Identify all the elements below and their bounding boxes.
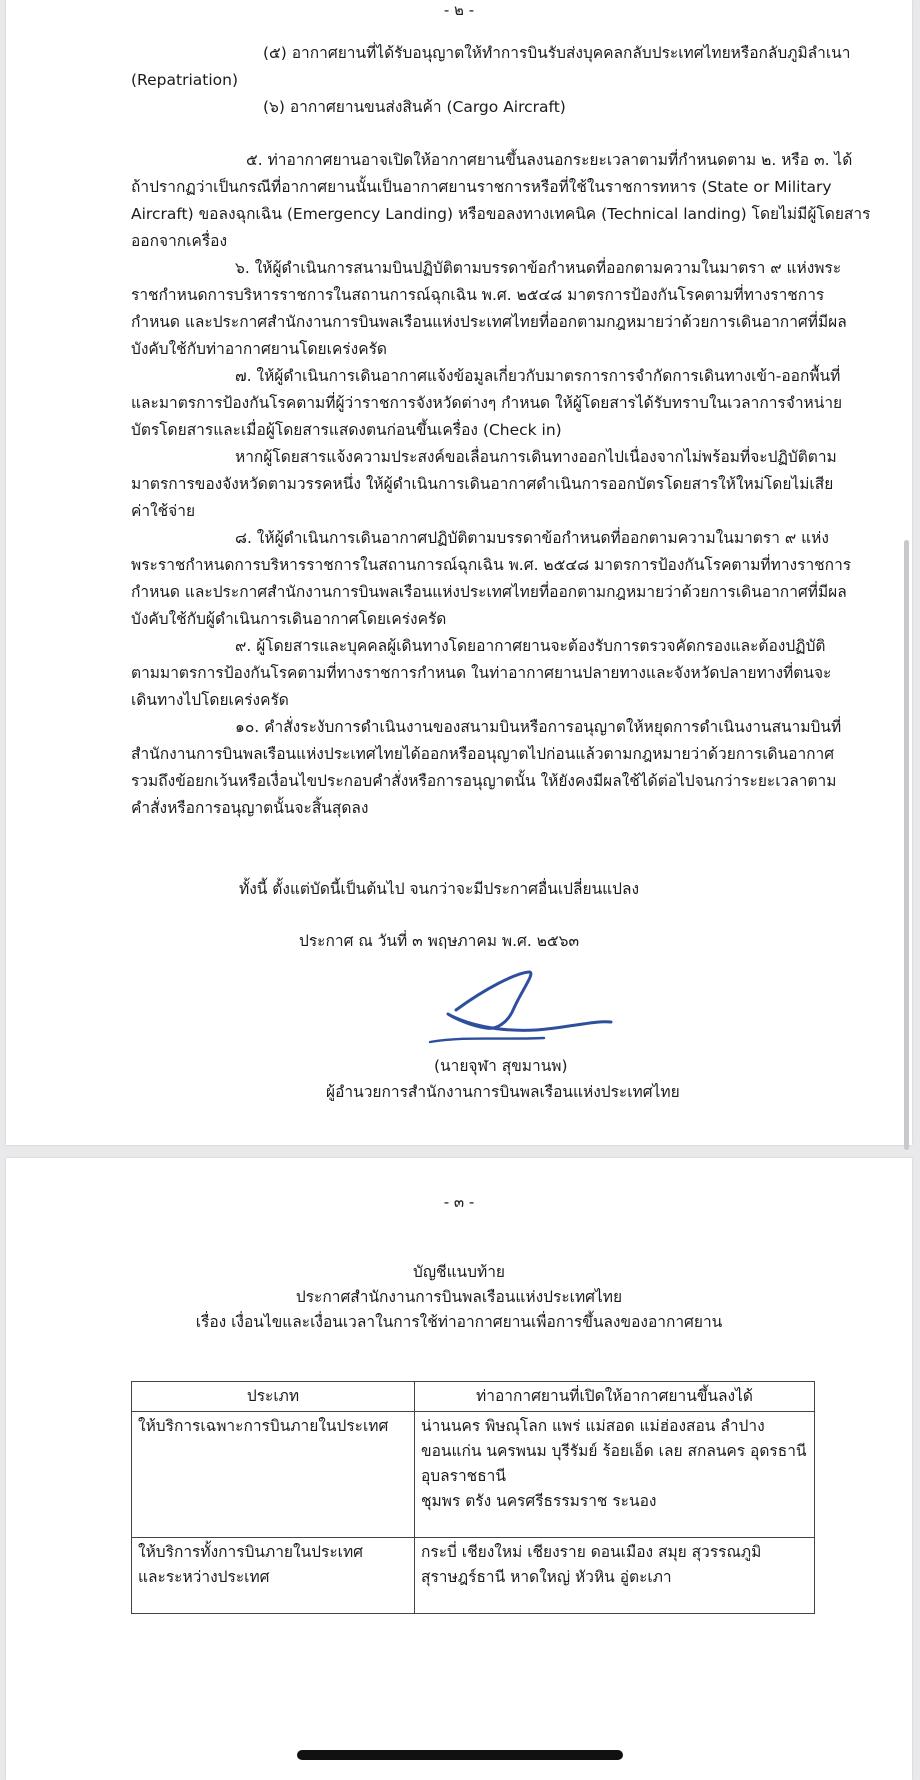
para-7-line: และมาตรการป้องกันโรคตามที่ผู้ว่าราชการจังหวัดต่างๆ กำหนด ให้ผู้โดยสารได้รับทราบในเวลาการจำหน่าย [131, 394, 843, 412]
page-number: - ๓ - [443, 1193, 475, 1211]
page-number: - ๒ - [443, 1, 475, 19]
para-7b-line: มาตรการของจังหวัดตามวรรคหนึ่ง ให้ผู้ดำเนินการเดินอากาศดำเนินการออกบัตรโดยสารให้ใหม่โดยไม่เสีย [131, 475, 834, 493]
para-5-line: ถ้าปรากฏว่าเป็นกรณีที่อากาศยานนั้นเป็นอากาศยานราชการหรือที่ใช้ในราชการทหาร (State or Military [131, 178, 832, 196]
para-10-line: รวมถึงข้อยกเว้นหรือเงื่อนไขประกอบคำสั่งหรือการอนุญาตนั้น ให้ยังคงมีผลใช้ได้ต่อไปจนกว่าระยะเวลาตาม [131, 772, 837, 790]
column-header: ท่าอากาศยานที่เปิดให้อากาศยานขึ้นลงได้ [415, 1382, 815, 1412]
table-cell-type [132, 1412, 415, 1538]
table-row [132, 1538, 815, 1614]
airport-schedule-table [131, 1381, 815, 1614]
signer-title: ผู้อำนวยการสำนักงานการบินพลเรือนแห่งประเทศไทย [326, 1083, 680, 1101]
para-9-line: เดินทางไปโดยเคร่งครัด [131, 691, 289, 709]
para-8-line: พระราชกำหนดการบริหารราชการในสถานการณ์ฉุกเฉิน พ.ศ. ๒๕๔๘ มาตรการป้องกันโรคตามที่ทางราชการ [131, 556, 852, 574]
signer-name: (นายจุฬา สุขมานพ) [434, 1057, 568, 1075]
para-6-line: ๖. ให้ผู้ดำเนินการสนามบินปฏิบัติตามบรรดาข้อกำหนดที่ออกตามความในมาตรา ๙ แห่งพระ [235, 259, 842, 277]
document-page-3 [6, 1158, 912, 1780]
para-10-line: ๑๐. คำสั่งระงับการดำเนินงานของสนามบินหรือการอนุญาตให้หยุดการดำเนินงานสนามบินที่ [235, 718, 842, 736]
cell-text: และระหว่างประเทศ [138, 1568, 270, 1586]
table-cell-airports [415, 1412, 815, 1538]
cell-text: ชุมพร ตรัง นครศรีธรรมราช ระนอง [421, 1492, 657, 1510]
para-8-line: บังคับใช้กับผู้ดำเนินการเดินอากาศโดยเคร่งครัด [131, 610, 447, 628]
para-10-line: สำนักงานการบินพลเรือนแห่งประเทศไทยได้ออกหรืออนุญาตไปก่อนแล้วตามกฎหมายว่าด้วยการเดินอากาศ [131, 745, 835, 763]
cell-text: น่านนคร พิษณุโลก แพร่ แม่สอด แม่ฮ่องสอน ลำปาง [421, 1417, 765, 1435]
para-8-line: ๘. ให้ผู้ดำเนินการเดินอากาศปฏิบัติตามบรรดาข้อกำหนดที่ออกตามความในมาตรา ๙ แห่ง [235, 529, 829, 547]
cell-text: กระบี่ เชียงใหม่ เชียงราย ดอนเมือง สมุย สุวรรณภูมิ [421, 1543, 762, 1561]
para-6-line: ราชกำหนดการบริหารราชการในสถานการณ์ฉุกเฉิน พ.ศ. ๒๕๔๘ มาตรการป้องกันโรคตามที่ทางราชการ [131, 286, 825, 304]
table-cell-airports [415, 1538, 815, 1614]
para-6-line: บังคับใช้กับท่าอากาศยานโดยเคร่งครัด [131, 340, 387, 358]
para-7-line: บัตรโดยสารและเมื่อผู้โดยสารแสดงตนก่อนขึ้นเครื่อง (Check in) [131, 421, 562, 439]
schedule-subject: เรื่อง เงื่อนไขและเงื่อนเวลาในการใช้ท่าอากาศยานเพื่อการขึ้นลงของอากาศยาน [195, 1313, 723, 1331]
para-6-line: กำหนด และประกาศสำนักงานการบินพลเรือนแห่งประเทศไทยที่ออกตามกฎหมายว่าด้วยการเดินอากาศที่มีผล [131, 313, 847, 331]
para-5-line: ๕. ท่าอากาศยานอาจเปิดให้อากาศยานขึ้นลงนอกระยะเวลาตามที่กำหนดตาม ๒. หรือ ๓. ได้ [246, 151, 853, 169]
item-5-line-1: (๕) อากาศยานที่ได้รับอนุญาตให้ทำการบินรับส่งบุคคลกลับประเทศไทยหรือกลับภูมิลำเนา [263, 44, 851, 62]
para-5-line: ออกจากเครื่อง [131, 232, 228, 250]
para-7b-line: ค่าใช้จ่าย [131, 502, 196, 520]
para-9-line: ๙. ผู้โดยสารและบุคคลผู้เดินทางโดยอากาศยานจะต้องรับการตรวจคัดกรองและต้องปฏิบัติ [235, 637, 826, 655]
schedule-heading: บัญชีแนบท้าย [413, 1263, 505, 1281]
signature-image [426, 968, 616, 1058]
para-7-line: ๗. ให้ผู้ดำเนินการเดินอากาศแจ้งข้อมูลเกี่ยวกับมาตรการการจำกัดการเดินทางเข้า-ออกพื้นที่ [235, 367, 841, 385]
cell-text: ขอนแก่น นครพนม บุรีรัมย์ ร้อยเอ็ด เลย สกลนคร อุดรธานี [421, 1442, 807, 1460]
para-10-line: คำสั่งหรือการอนุญาตนั้นจะสิ้นสุดลง [131, 799, 369, 817]
item-6: (๖) อากาศยานขนส่งสินค้า (Cargo Aircraft) [263, 98, 566, 116]
home-indicator[interactable] [297, 1750, 623, 1760]
cell-text: สุราษฎร์ธานี หาดใหญ่ หัวหิน อู่ตะเภา [421, 1568, 672, 1586]
schedule-subheading: ประกาศสำนักงานการบินพลเรือนแห่งประเทศไทย [295, 1288, 623, 1306]
announcement-date: ประกาศ ณ วันที่ ๓ พฤษภาคม พ.ศ. ๒๕๖๓ [299, 932, 580, 950]
para-9-line: ตามมาตรการป้องกันโรคตามที่ทางราชการกำหนด ในท่าอากาศยานปลายทางและจังหวัดปลายทางที่ตนจะ [131, 664, 832, 682]
cell-text: อุบลราชธานี [421, 1467, 506, 1485]
cell-text: ให้บริการทั้งการบินภายในประเทศ [138, 1543, 364, 1561]
cell-text: ให้บริการเฉพาะการบินภายในประเทศ [138, 1417, 389, 1435]
para-7b-line: หากผู้โดยสารแจ้งความประสงค์ขอเลื่อนการเดินทางออกไปเนื่องจากไม่พร้อมที่จะปฏิบัติตาม [235, 448, 837, 466]
document-page-2 [6, 0, 912, 1145]
para-8-line: กำหนด และประกาศสำนักงานการบินพลเรือนแห่งประเทศไทยที่ออกตามกฎหมายว่าด้วยการเดินอากาศที่มีผล [131, 583, 847, 601]
table-row [132, 1412, 815, 1538]
item-5-line-2: (Repatriation) [131, 71, 238, 89]
table-cell-type [132, 1538, 415, 1614]
effective-clause: ทั้งนี้ ตั้งแต่บัดนี้เป็นต้นไป จนกว่าจะมีประกาศอื่นเปลี่ยนแปลง [239, 880, 640, 898]
para-5-line: Aircraft) ขอลงฉุกเฉิน (Emergency Landing) หรือขอลงทางเทคนิค (Technical landing) โดยไม่มีผู้โดยสาร [131, 205, 871, 223]
scrollbar[interactable] [904, 540, 909, 1150]
column-header: ประเภท [132, 1382, 415, 1412]
table-header-row [132, 1382, 815, 1412]
